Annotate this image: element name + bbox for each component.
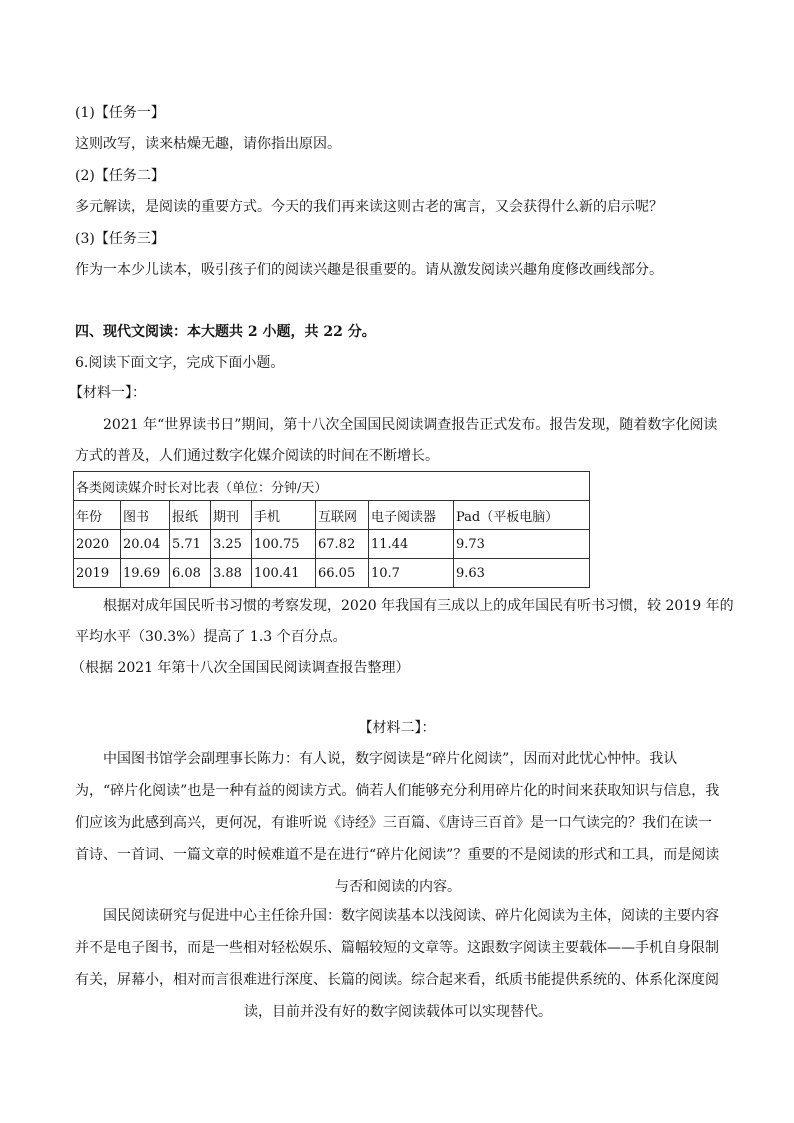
table-cell: 10.7 bbox=[369, 559, 454, 588]
header-newspaper: 报纸 bbox=[170, 501, 211, 530]
table-cell: 100.75 bbox=[252, 530, 316, 559]
table-cell: 3.88 bbox=[211, 559, 252, 588]
table-cell: 100.41 bbox=[252, 559, 316, 588]
table-cell: 19.69 bbox=[121, 559, 170, 588]
material1-para2-line1: 根据对成年国民听书习惯的考察发现，2020 年我国有三成以上的成年国民有听书习惯，较 2019 年的 bbox=[103, 598, 734, 614]
header-periodical: 期刊 bbox=[211, 501, 252, 530]
material1-title: 【材料一】： bbox=[69, 385, 146, 401]
task-2-label: (2)【任务二】 bbox=[75, 168, 165, 184]
table-cell: 67.82 bbox=[316, 530, 369, 559]
material1-para1-line2: 方式的普及，人们通过数字化媒介阅读的时间在不断增长。 bbox=[75, 448, 439, 464]
header-pad: Pad（平板电脑） bbox=[454, 501, 590, 530]
task-1-label: (1)【任务一】 bbox=[75, 105, 165, 121]
table-cell: 5.71 bbox=[170, 530, 211, 559]
material1-para1-line1: 2021 年“世界读书日”期间，第十八次全国国民阅读调查报告正式发布。报告发现，随着数字化阅读 bbox=[103, 417, 718, 433]
question-6: 6.阅读下面文字，完成下面小题。 bbox=[75, 355, 285, 371]
header-year: 年份 bbox=[74, 501, 121, 530]
task-2-text: 多元解读，是阅读的重要方式。今天的我们再来读这则古老的寓言，又会获得什么新的启示呢？ bbox=[75, 199, 663, 215]
table-cell: 9.63 bbox=[454, 559, 590, 588]
table-cell: 2020 bbox=[74, 530, 121, 559]
material1-source: （根据 2021 年第十八次全国国民阅读调查报告整理） bbox=[71, 660, 410, 676]
material1-para2-line2: 平均水平（30.3%）提高了 1.3 个百分点。 bbox=[75, 629, 347, 645]
material2-title: 【材料二】： bbox=[358, 720, 436, 736]
table-cell: 20.04 bbox=[121, 530, 170, 559]
table-cell: 66.05 bbox=[316, 559, 369, 588]
task-3-text: 作为一本少儿读本，吸引孩子们的阅读兴趣是很重要的。请从激发阅读兴趣角度修改画线部分。 bbox=[75, 262, 663, 278]
table-cell: 9.73 bbox=[454, 530, 590, 559]
table-cell: 6.08 bbox=[170, 559, 211, 588]
table-caption: 各类阅读媒介时长对比表（单位：分钟/天） bbox=[74, 472, 590, 501]
table-caption-row bbox=[74, 472, 590, 501]
header-phone: 手机 bbox=[252, 501, 316, 530]
table-row bbox=[74, 530, 590, 559]
table-cell: 3.25 bbox=[211, 530, 252, 559]
table-cell: 11.44 bbox=[369, 530, 454, 559]
header-ereader: 电子阅读器 bbox=[369, 501, 454, 530]
table-row bbox=[74, 559, 590, 588]
material2-para1: 中国图书馆学会副理事长陈力：有人说，数字阅读是“碎片化阅读”，因而对此忧心忡忡。我认为，“碎片化阅读”也是一种有益的阅读方式。倘若人们能够充分利用碎片化的时间来获取知识与信息，我们应该为此感到高兴，更何况，有谁听说《诗经》三百篇、《唐诗三百首》是一口气读完的？我们在读一首诗、一首词、一篇文章的时候难道不是在进行“碎片化阅读”？重要的不是阅读的形式和工具，而是阅读与否和阅读的内容。 bbox=[75, 751, 720, 895]
media-duration-table bbox=[73, 471, 590, 588]
task-3-label: (3)【任务三】 bbox=[75, 231, 165, 247]
table-header-row bbox=[74, 501, 590, 530]
header-books: 图书 bbox=[121, 501, 170, 530]
table-cell: 2019 bbox=[74, 559, 121, 588]
material2-para2: 国民阅读研究与促进中心主任徐升国：数字阅读基本以浅阅读、碎片化阅读为主体，阅读的主要内容并不是电子图书，而是一些相对轻松娱乐、篇幅较短的文章等。这跟数字阅读主要载体——手机自身限制有关，屏幕小，相对而言很难进行深度、长篇的阅读。综合起来看，纸质书能提供系统的、体系化深度阅读，目前并没有好的数字阅读载体可以实现替代。 bbox=[75, 908, 719, 1020]
section-heading: 四、现代文阅读：本大题共 2 小题，共 22 分。 bbox=[75, 324, 376, 340]
header-internet: 互联网 bbox=[316, 501, 369, 530]
task-1-text: 这则改写，读来枯燥无趣，请你指出原因。 bbox=[75, 136, 341, 152]
